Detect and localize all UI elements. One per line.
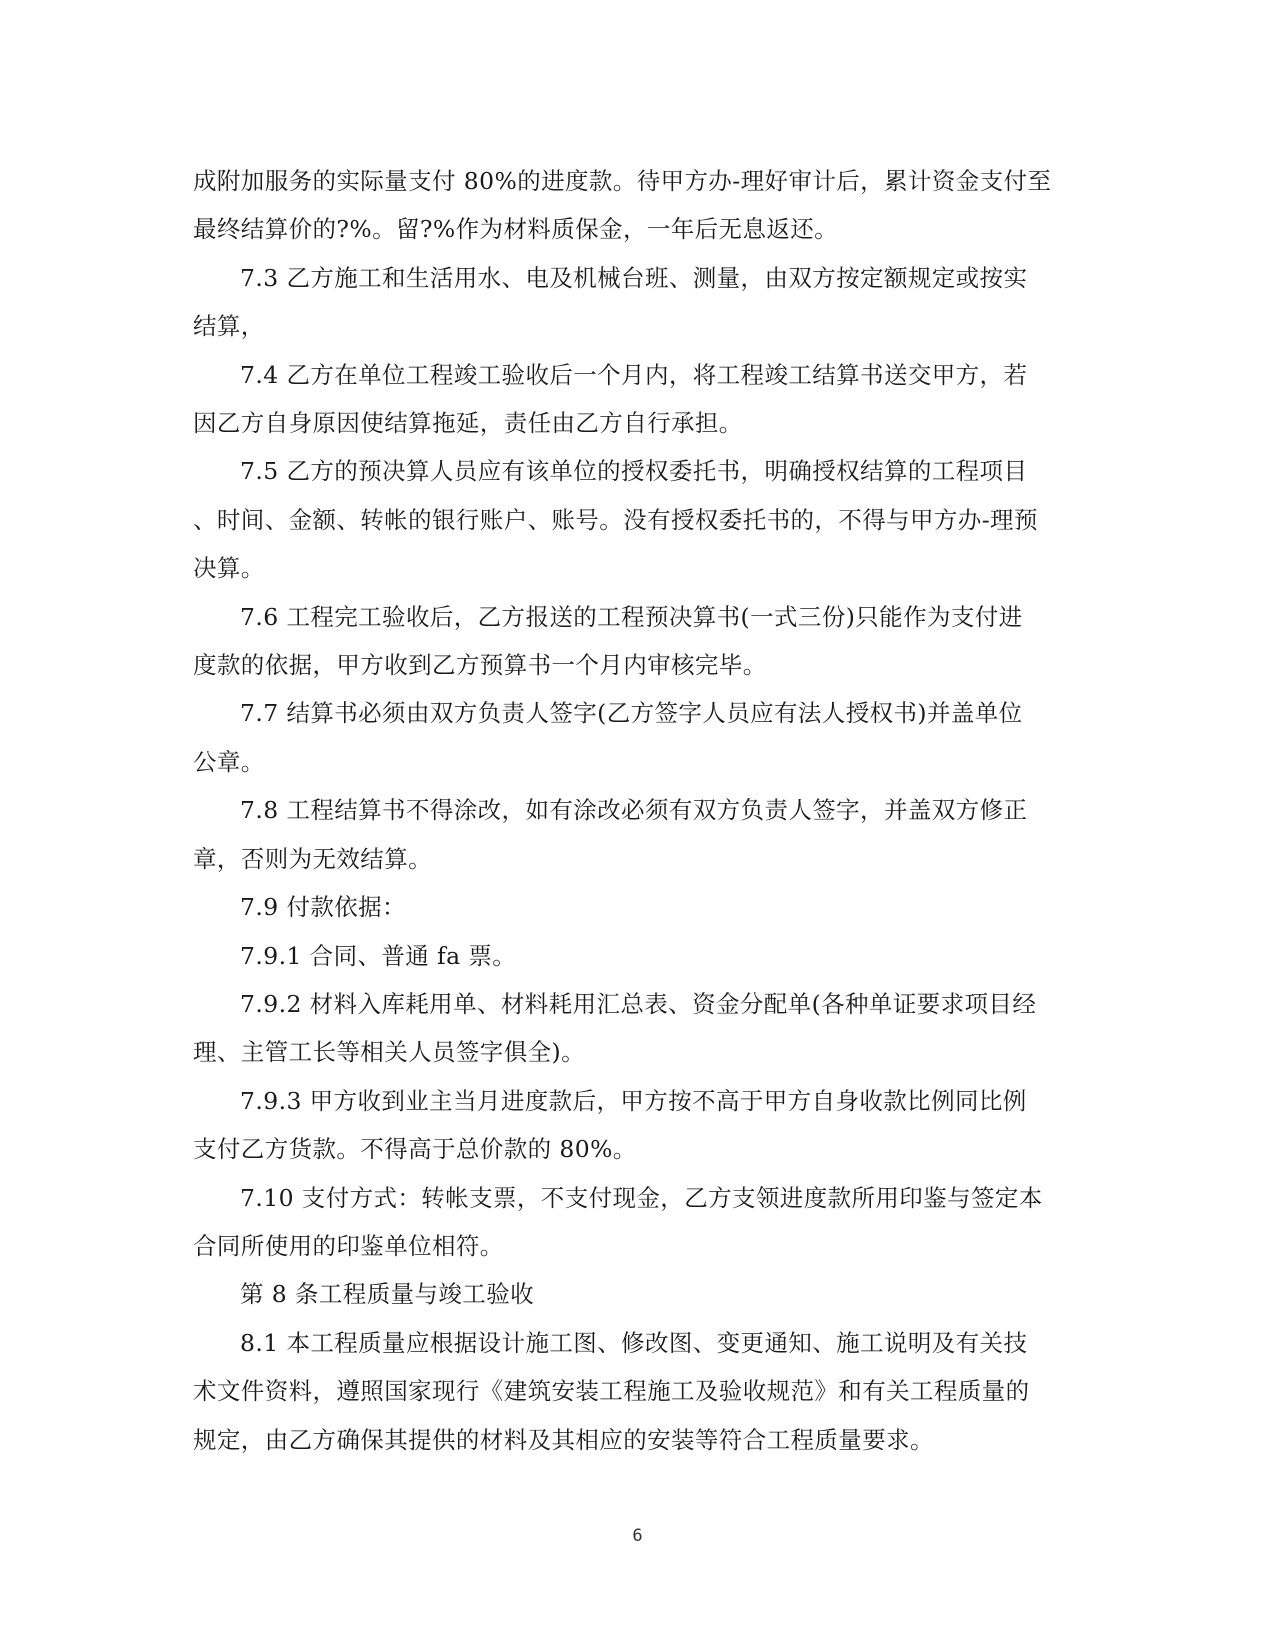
paragraph xyxy=(193,593,1073,690)
text-line: 7.8 工程结算书不得涂改，如有涂改必须有双方负责人签字，并盖双方修正 xyxy=(240,796,1028,825)
text-line: 支付乙方货款。不得高于总价款的 80%。 xyxy=(193,1135,637,1164)
text-line: 度款的依据，甲方收到乙方预算书一个月内审核完毕。 xyxy=(193,651,767,680)
text-line: 7.7 结算书必须由双方负责人签字(乙方签字人员应有法人授权书)并盖单位 xyxy=(240,699,1023,728)
text-line: 7.5 乙方的预决算人员应有该单位的授权委托书，明确授权结算的工程项目 xyxy=(240,457,1028,486)
text-line: 7.4 乙方在单位工程竣工验收后一个月内，将工程竣工结算书送交甲方，若 xyxy=(240,360,1028,389)
paragraph xyxy=(193,786,1073,883)
paragraph xyxy=(193,1174,1073,1271)
paragraph xyxy=(193,351,1073,448)
text-line: 7.9 付款依据： xyxy=(240,893,406,922)
paragraph xyxy=(193,689,1073,786)
paragraph xyxy=(193,447,1073,592)
text-line: 章，否则为无效结算。 xyxy=(193,844,432,873)
paragraph xyxy=(193,157,1073,254)
text-line: 规定，由乙方确保其提供的材料及其相应的安装等符合工程质量要求。 xyxy=(193,1425,934,1454)
text-line: 合同所使用的印鉴单位相符。 xyxy=(193,1231,504,1260)
text-line: 7.9.2 材料入库耗用单、材料耗用汇总表、资金分配单(各种单证要求项目经 xyxy=(240,989,1037,1018)
text-line: 成附加服务的实际量支付 80%的进度款。待甲方办-理好审计后，累计资金支付至 xyxy=(193,167,1052,195)
paragraph xyxy=(193,932,1073,980)
paragraph xyxy=(193,1319,1073,1464)
text-line: 结算， xyxy=(193,312,265,341)
paragraph xyxy=(193,883,1073,931)
text-line: 第 8 条工程质量与竣工验收 xyxy=(240,1280,534,1309)
text-line: 公章。 xyxy=(193,747,265,776)
text-line: 理、主管工长等相关人员签字俱全)。 xyxy=(193,1038,585,1067)
text-line: 7.10 支付方式：转帐支票，不支付现金，乙方支领进度款所用印鉴与签定本 xyxy=(240,1183,1043,1212)
text-line: 决算。 xyxy=(193,554,265,583)
page-number: 6 xyxy=(632,1526,643,1546)
text-line: 、时间、金额、转帐的银行账户、账号。没有授权委托书的，不得与甲方办-理预 xyxy=(193,505,1038,534)
paragraph xyxy=(193,1270,1073,1318)
text-line: 7.9.3 甲方收到业主当月进度款后，甲方按不高于甲方自身收款比例同比例 xyxy=(240,1086,1027,1115)
text-line: 7.6 工程完工验收后，乙方报送的工程预决算书(一式三份)只能作为支付进 xyxy=(240,602,1023,631)
paragraph xyxy=(193,1077,1073,1174)
text-line: 7.3 乙方施工和生活用水、电及机械台班、测量，由双方按定额规定或按实 xyxy=(240,263,1028,292)
text-line: 因乙方自身原因使结算拖延，责任由乙方自行承担。 xyxy=(193,409,743,438)
body-text xyxy=(193,157,1073,1464)
text-line: 8.1 本工程质量应根据设计施工图、修改图、变更通知、施工说明及有关技 xyxy=(240,1328,1028,1357)
text-line: 7.9.1 合同、普通 fa 票。 xyxy=(240,941,517,970)
paragraph xyxy=(193,254,1073,351)
paragraph xyxy=(193,980,1073,1077)
text-line: 术文件资料，遵照国家现行《建筑安装工程施工及验收规范》和有关工程质量的 xyxy=(193,1377,1030,1406)
text-line: 最终结算价的?%。留?%作为材料质保金，一年后无息返还。 xyxy=(193,215,839,244)
